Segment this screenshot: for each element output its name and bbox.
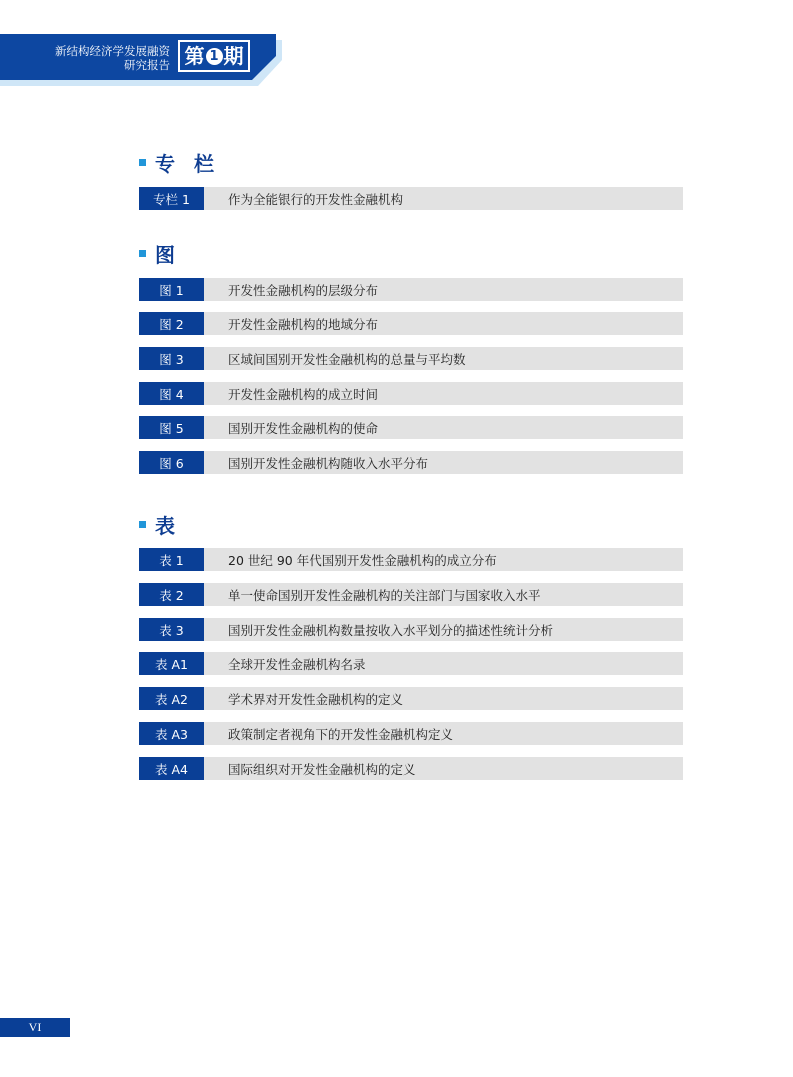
report-type-title: 研究报告 bbox=[124, 58, 170, 72]
item-title: 国际组织对开发性金融机构的定义 bbox=[228, 761, 416, 777]
item-tag: 表 3 bbox=[139, 618, 204, 641]
item-title: 作为全能银行的开发性金融机构 bbox=[228, 191, 404, 207]
list-item[interactable] bbox=[139, 722, 683, 745]
item-title: 区域间国别开发性金融机构的总量与平均数 bbox=[228, 351, 466, 367]
item-tag: 表 2 bbox=[139, 583, 204, 606]
list-item[interactable] bbox=[139, 187, 683, 210]
item-tag: 图 5 bbox=[139, 416, 204, 439]
section-heading-figures bbox=[139, 239, 181, 268]
list-item[interactable] bbox=[139, 347, 683, 370]
list-item[interactable] bbox=[139, 312, 683, 335]
item-tag: 图 3 bbox=[139, 347, 204, 370]
item-title: 开发性金融机构的层级分布 bbox=[228, 282, 379, 298]
section-title: 表 bbox=[155, 514, 181, 538]
header-banner bbox=[0, 0, 290, 92]
item-title: 20 世纪 90 年代国别开发性金融机构的成立分布 bbox=[228, 552, 497, 568]
item-tag: 表 A2 bbox=[139, 687, 204, 710]
section-heading-tables bbox=[139, 510, 181, 539]
item-title: 单一使命国别开发性金融机构的关注部门与国家收入水平 bbox=[228, 587, 541, 603]
section-bullet-icon bbox=[139, 521, 146, 528]
item-title: 国别开发性金融机构数量按收入水平划分的描述性统计分析 bbox=[228, 622, 554, 638]
item-title: 政策制定者视角下的开发性金融机构定义 bbox=[228, 726, 454, 742]
item-tag: 图 4 bbox=[139, 382, 204, 405]
section-title: 图 bbox=[155, 243, 181, 267]
list-item[interactable] bbox=[139, 687, 683, 710]
issue-badge bbox=[178, 40, 250, 72]
issue-prefix: 第 bbox=[184, 44, 205, 68]
item-tag: 表 A1 bbox=[139, 652, 204, 675]
list-item[interactable] bbox=[139, 451, 683, 474]
item-title: 国别开发性金融机构随收入水平分布 bbox=[228, 455, 429, 471]
item-title: 开发性金融机构的成立时间 bbox=[228, 386, 379, 402]
section-bullet-icon bbox=[139, 250, 146, 257]
issue-number: 1 bbox=[206, 48, 223, 65]
list-item[interactable] bbox=[139, 652, 683, 675]
list-item[interactable] bbox=[139, 382, 683, 405]
item-tag: 表 A4 bbox=[139, 757, 204, 780]
item-tag: 专栏 1 bbox=[139, 187, 204, 210]
list-item[interactable] bbox=[139, 278, 683, 301]
page-number: VI bbox=[0, 1018, 70, 1037]
list-item[interactable] bbox=[139, 618, 683, 641]
item-tag: 表 A3 bbox=[139, 722, 204, 745]
item-title: 开发性金融机构的地域分布 bbox=[228, 316, 379, 332]
list-item[interactable] bbox=[139, 548, 683, 571]
report-series-title: 新结构经济学发展融资 bbox=[55, 44, 170, 58]
section-heading-columns bbox=[139, 148, 220, 177]
item-title: 国别开发性金融机构的使命 bbox=[228, 420, 379, 436]
item-tag: 表 1 bbox=[139, 548, 204, 571]
list-item[interactable] bbox=[139, 757, 683, 780]
list-item[interactable] bbox=[139, 583, 683, 606]
item-title: 学术界对开发性金融机构的定义 bbox=[228, 691, 404, 707]
list-item[interactable] bbox=[139, 416, 683, 439]
item-title: 全球开发性金融机构名录 bbox=[228, 656, 366, 672]
item-tag: 图 2 bbox=[139, 312, 204, 335]
section-title: 专 栏 bbox=[155, 152, 220, 176]
item-tag: 图 1 bbox=[139, 278, 204, 301]
issue-suffix: 期 bbox=[223, 44, 244, 68]
item-tag: 图 6 bbox=[139, 451, 204, 474]
section-bullet-icon bbox=[139, 159, 146, 166]
